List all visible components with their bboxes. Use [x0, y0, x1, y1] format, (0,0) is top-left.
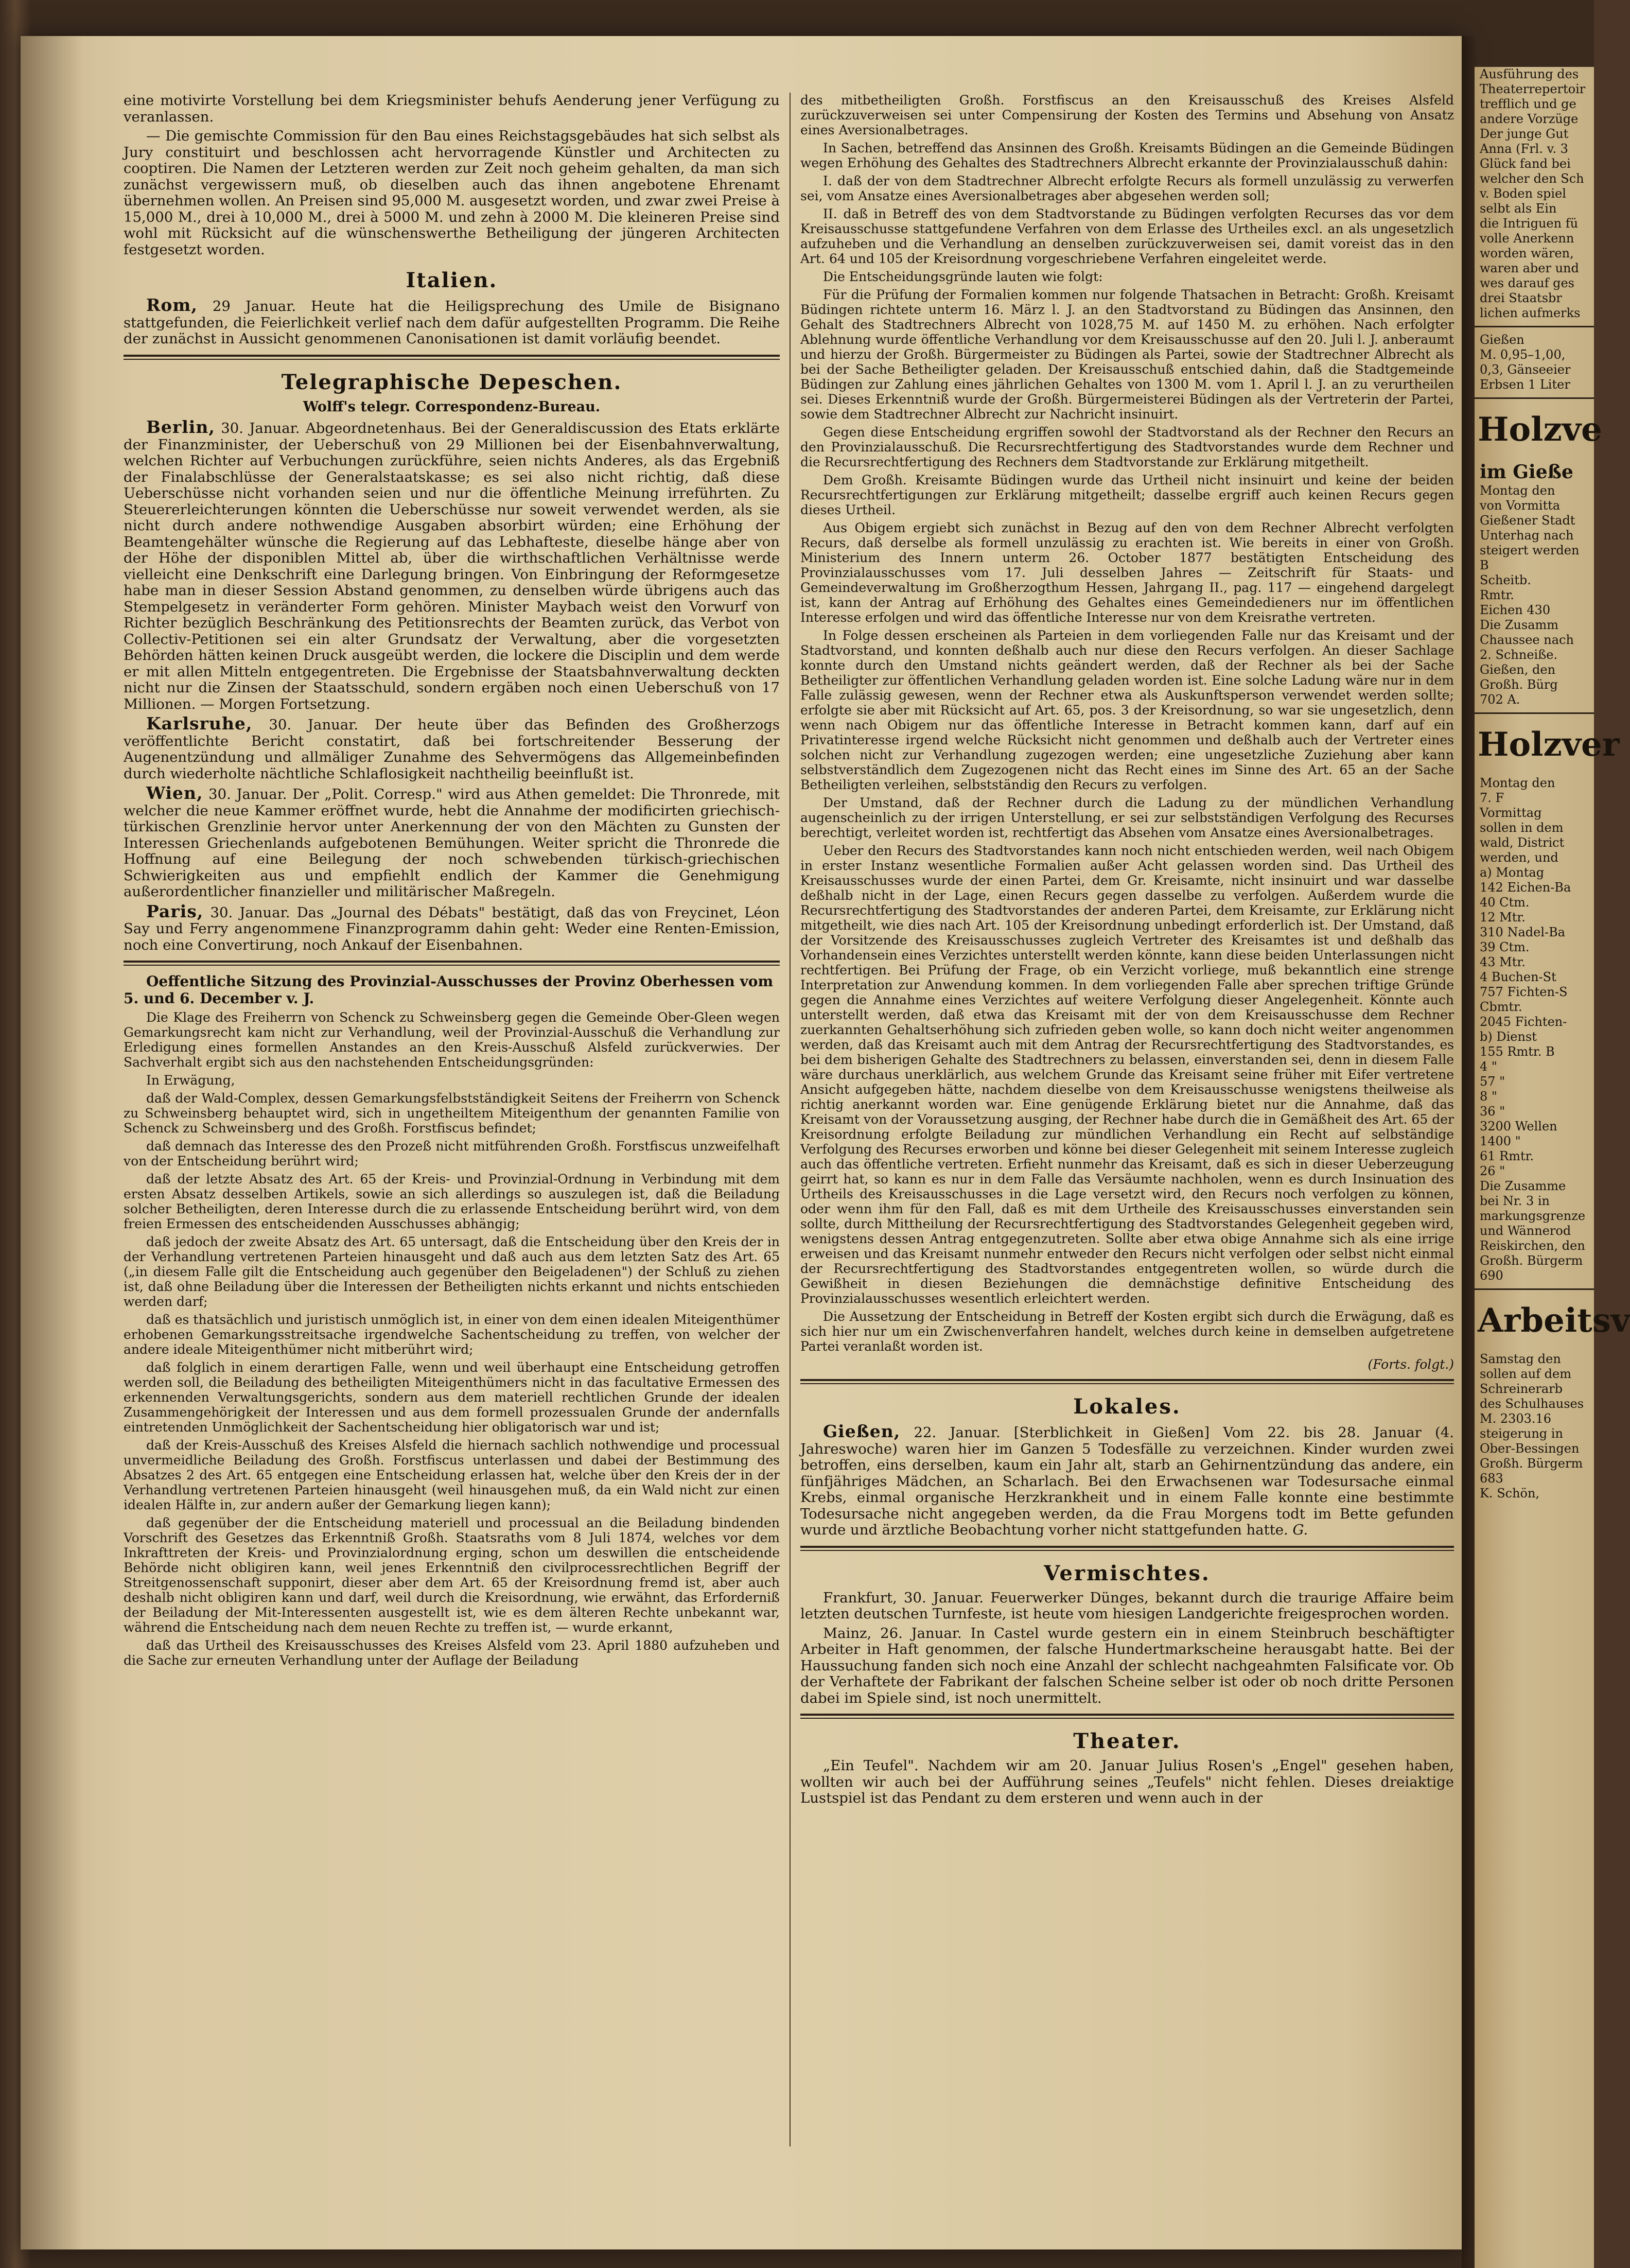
adjacent-line: Erbsen 1 Liter	[1480, 377, 1570, 392]
section-rule	[124, 961, 780, 966]
adjacent-line: volle Anerkenn	[1480, 231, 1574, 246]
report-title: Oeffentliche Sitzung des Provinzial-Ausschusses der Provinz Oberhessen vom 5. und 6. December v. J.	[124, 973, 774, 1007]
adjacent-line: Anna (Frl. v. 3	[1480, 142, 1568, 156]
adjacent-line: K. Schön,	[1480, 1486, 1540, 1501]
adjacent-line: v. Boden spiel	[1480, 186, 1566, 201]
news-item-mainz: Mainz, 26. Januar. In Castel wurde gestern ein in einem Steinbruch beschäftigter Arbeiter in Haft genommen, der falsche Hundertmarkscheine herausgabt hatte. Bei der Haussuchung fanden sich noch eine Anzahl der schlecht nachgeahmten Falsificate vor. Ob der Verhaftete der Fabrikant der falschen Scheine selber ist oder ob noch dritte Personen dabei im Spiele sind, ist noch unermittelt.	[800, 1625, 1454, 1706]
adjacent-line: Ober-Bessingen	[1480, 1441, 1580, 1456]
adjacent-line: sollen auf dem	[1480, 1367, 1572, 1381]
adjacent-line: Großh. Bürg	[1480, 677, 1558, 692]
adjacent-line: Ausführung des	[1480, 67, 1579, 81]
adjacent-line: Großh. Bürgerm	[1480, 1456, 1583, 1471]
report-paragraph: daß der Wald-Complex, dessen Gemarkungsfelbstständigkeit Seitens der Freiherrn von Schenck zu Schweinsberg behauptet wird, sich in ungetheiltem Miteigenthum der genannten Familie von Schenck zu Schweinsberg und des Großh. Forstfiscus befindet;	[124, 1091, 780, 1136]
adjacent-line: Theaterrepertoir	[1480, 82, 1586, 96]
adjacent-line: Die Zusamm	[1480, 618, 1559, 632]
adjacent-line: 757 Fichten-S	[1480, 985, 1568, 999]
news-item-wien	[124, 785, 780, 900]
news-text: 30. Januar. Der „Polit. Corresp." wird aus Athen gemeldet: Die Thronrede, mit welcher die neue Kammer eröffnet wurde, hebt die Annahme der modificirten griechisch-türkischen Grenzlinie hervor unter Anerkennung der von den Mächten zu Gunsten der Interessen Griechenlands aufgebotenen Bemühungen. Weiter spricht die Thronrede die Hoffnung auf eine Beilegung der noch schwebenden türkisch-griechischen Schwierigkeiten aus und empfiehlt endlich der Kammer die Genehmigung außerordentlicher finanzieller und militärischer Maßregeln.	[124, 786, 780, 900]
adjacent-line: lichen aufmerks	[1480, 306, 1581, 320]
report-paragraph: Die Klage des Freiherrn von Schenck zu Schweinsberg gegen die Gemeinde Ober-Gleen wegen Gemarkungsrecht kam nicht zur Verhandlung, weil der Provinzial-Ausschuß die Verhandlung zur Erledigung eines formellen Anstandes an den Kreis-Ausschuß Alsfeld zurückverwies. Der Sachverhalt ergibt sich aus den nachstehenden Entscheidungsgründen:	[124, 1010, 780, 1070]
adjacent-line: M. 0,95–1,00,	[1480, 347, 1566, 362]
adjacent-ad-heading: Holzver	[1478, 725, 1620, 764]
adjacent-line: M. 2303.16	[1480, 1411, 1552, 1426]
section-heading-lokales: Lokales.	[1073, 1394, 1181, 1419]
adjacent-line: Die Zusamme	[1480, 1179, 1566, 1193]
adjacent-line: 690	[1480, 1268, 1503, 1283]
adjacent-line: 40 Ctm.	[1480, 895, 1530, 910]
adjacent-line: Unterhag nach	[1480, 528, 1574, 543]
adjacent-line: Scheitb.	[1480, 573, 1531, 587]
dateline: Paris,	[146, 901, 204, 921]
adjacent-line: steigert werden	[1480, 543, 1580, 557]
adjacent-line: Samstag den	[1480, 1352, 1561, 1366]
report-paragraph: daß das Urtheil des Kreisausschusses des Kreises Alsfeld vom 23. April 1880 aufzuheben und die Sache zur erneuten Verhandlung unter der Auflage der Beiladung	[124, 1638, 780, 1668]
report-paragraph: Aus Obigem ergiebt sich zunächst in Bezug auf den von dem Rechner Albrecht verfolgten Recurs, daß derselbe als formell unzulässig zu erachten ist. Wie bereits in einer von Großh. Ministerium des Innern unterm 26. October 1877 bestätigten Entscheidung des Provinzialausschusses vom 17. Juli desselben Jahres — Zeitschrift für Staats- und Gemeindeverwaltung im Großherzogthum Hessen, Jahrgang II., pag. 117 — eingehend dargelegt ist, kann der Antrag auf Erhöhung des Gehaltes eines Gemeindedieners nur im öffentlichen Interesse erfolgen und wird das öffentliche Interesse nur von dem Kreisrathe vertreten.	[800, 520, 1454, 625]
adjacent-line: Gießen, den	[1480, 662, 1556, 677]
news-item-rom	[124, 297, 780, 347]
section-rule	[124, 355, 780, 360]
adjacent-line: 8 "	[1480, 1089, 1497, 1104]
report-paragraph: daß der letzte Absatz des Art. 65 der Kreis- und Provinzial-Ordnung in Verbindung mit dem ersten Absatz desselben Artikels, sowie an sich allerdings so auszulegen ist, daß die Beiladung solcher Betheiligten, deren Interesse durch die zu erlassende Entscheidung berührt wird, von dem freien Ermessen des entscheidenden Ausschusses abhängig;	[124, 1172, 780, 1231]
adjacent-line: des Schulhauses	[1480, 1397, 1584, 1411]
section-heading-telegraph: Telegraphische Depeschen.	[281, 370, 622, 394]
dateline: Rom,	[146, 295, 198, 315]
adjacent-line: Cbmtr.	[1480, 1000, 1522, 1014]
section-rule	[800, 1714, 1454, 1719]
adjacent-line: die Intriguen fü	[1480, 216, 1579, 231]
adjacent-rule	[1475, 397, 1594, 399]
adjacent-line: 57 "	[1480, 1074, 1505, 1089]
adjacent-line: 2045 Fichten-	[1480, 1015, 1567, 1029]
adjacent-line: Schreinerarb	[1480, 1382, 1563, 1396]
adjacent-line: von Vormitta	[1480, 498, 1561, 513]
adjacent-line: 4 "	[1480, 1059, 1497, 1074]
report-continued	[800, 93, 1454, 1372]
adjacent-line: wald, District	[1480, 835, 1565, 850]
adjacent-line: werden, und	[1480, 850, 1558, 865]
adjacent-line: und Wännerod	[1480, 1224, 1571, 1238]
report-paragraph: des mitbetheiligten Großh. Forstfiscus an den Kreisausschuß des Kreises Alsfeld zurückzuverweisen sei unter Compensirung der Kosten des Termins und Absehung von Ansatz eines Aversionalbetrages.	[800, 93, 1454, 137]
adjacent-line: 26 "	[1480, 1164, 1505, 1178]
adjacent-line: 683	[1480, 1471, 1503, 1486]
news-item-giessen	[800, 1423, 1454, 1539]
news-text: 29 Januar. Heute hat die Heiligsprechung des Umile de Bisignano stattgefunden, die Feierlichkeit verlief nach dem dafür aufgestellten Programm. Die Reihe der zunächst in Aussicht genommenen Canonisationen ist damit vorläufig beendet.	[124, 298, 780, 347]
adjacent-line: 36 "	[1480, 1104, 1505, 1119]
dateline: Berlin,	[146, 417, 215, 437]
adjacent-line: Gießen	[1480, 333, 1524, 347]
report-paragraph: II. daß in Betreff des von dem Stadtvorstande zu Büdingen verfolgten Recurses das vor dem Kreisausschusse stattgefundene Verfahren von dem Erlasse des Urtheiles excl. an als ungesetzlich aufzuheben und die Verhandlung an denselben zurückzuverweisen sei, damit voreist das in den Art. 64 und 105 der Kreisordnung vorgeschriebene Verfahren eingeleitet werde.	[800, 206, 1454, 266]
report-paragraph: daß demnach das Interesse des den Prozeß nicht mitführenden Großh. Forstfiscus unzweifelhaft von der Entscheidung berührt wird;	[124, 1139, 780, 1168]
adjacent-line: steigerung in	[1480, 1426, 1563, 1441]
adjacent-line: b) Dienst	[1480, 1030, 1537, 1044]
adjacent-line: Rmtr.	[1480, 588, 1514, 602]
report-body	[124, 1010, 780, 1668]
adjacent-ad-heading: Holzve	[1478, 410, 1602, 449]
adjacent-line: Der junge Gut	[1480, 127, 1569, 141]
adjacent-line: waren aber und	[1480, 261, 1579, 275]
adjacent-line: Reiskirchen, den	[1480, 1238, 1585, 1253]
adjacent-line: Vormittag	[1480, 806, 1542, 820]
adjacent-line: 142 Eichen-Ba	[1480, 880, 1571, 895]
adjacent-line: 0,3, Gänseeier	[1480, 362, 1571, 377]
adjacent-ad-heading: Arbeitsv	[1478, 1301, 1630, 1340]
news-text: 22. Januar. [Sterblichkeit in Gießen] Vom 22. bis 28. Januar (4. Jahreswoche) waren hier im Ganzen 5 Todesfälle zu verzeichnen. Kinder wurden zwei betroffen, eins derselben, kaum ein Jahr alt, starb an Gehirnentzündung das andere, ein fünfjähriges Mädchen, an Scharlach. Bei den Erwachsenen war Todesursache einmal Krebs, einmal organische Herzkrankheit und in einem Falle konnte eine bestimmte Todesursache nicht angegeben werden, da die Frau Morgens todt im Bette gefunden wurde und ärztliche Beobachtung vorher nicht stattgefunden hatte.	[800, 1424, 1454, 1538]
report-paragraph: In Sachen, betreffend das Ansinnen des Großh. Kreisamts Büdingen an die Gemeinde Büdingen wegen Erhöhung des Gehaltes des Stadtrechners Albrecht erkannte der Provinzialausschuß dahin:	[800, 141, 1454, 170]
report-paragraph: I. daß der von dem Stadtrechner Albrecht erfolgte Recurs als formell unzulässig zu verwerfen sei, vom Ansatze eines Aversionalbetrages aber abgesehen werden soll;	[800, 173, 1454, 203]
report-paragraph: Der Umstand, daß der Rechner durch die Ladung zu der mündlichen Verhandlung augenscheinlich zu der irrigen Unterstellung, er sei zur selbstständigen Verfolgung des Recurses berechtigt, verleitet worden ist, rechtfertigt das Absehen vom Ansatze eines Aversionalbetrages.	[800, 795, 1454, 840]
adjacent-line: 702 A.	[1480, 692, 1520, 707]
adjacent-line: 3200 Wellen	[1480, 1119, 1557, 1133]
adjacent-text-block	[1475, 67, 1594, 321]
report-paragraph: Ueber den Recurs des Stadtvorstandes kann noch nicht entschieden werden, weil nach Obigem in erster Instanz wesentliche Formalien außer Acht gelassen worden sind. Das Urtheil des Kreisausschusses wurde der einen Partei, dem Gr. Kreisamte, nicht insinuirt und war dasselbe deßhalb nicht in der Lage, einen Recurs gegen dasselbe zu verfolgen. Außerdem wurde die Recursrechtfertigung des Stadtvorstandes der anderen Partei, dem Kreisamte, zur Erklärung nicht mitgetheilt, wie dies nach Art. 105 der Kreisordnung unbedingt erforderlich ist. Der Umstand, daß der Vorsitzende des Kreisausschusses zugleich Vertreter des Kreisamtes ist und deßhalb das Vorhandensein eines Verzichtes unterstellt werden könnte, kann diese beiden Unterlassungen nicht rechtfertigen. Bei Prüfung der Frage, ob ein Verzicht vorliege, muß bekanntlich eine strenge Interpretation zur Anwendung kommen. In dem vorliegenden Falle aber sprechen triftige Gründe gegen die Annahme eines Verzichtes auf weitere Verfolgung dieser Angelegenheit. Könnte auch unterstellt werden, daß etwa das Kreisamt mit der von dem Kreisausschusse dem Rechner zuerkannten Gehaltserhöhung sich zufrieden geben wolle, so kann doch nicht weiter angenommen werden, daß das Kreisamt auch mit dem Antrag der Recursrechtfertigung des Stadtvorstandes, es bei dem bisherigen Gehalte des Stadtrechners zu belassen, einverstanden sei, denn in diesem Falle wäre durchaus unerklärlich, aus welchem Grunde das Kreisamt seine früher mit Eifer vertretene Ansicht aufgegeben hätte, nachdem dieselbe von dem Kreisausschusse wenigstens theilweise als richtig anerkannt worden war. Eine genügende Erklärung bietet nur die Annahme, daß das Kreisamt von der Voraussetzung ausging, der Rechner habe durch die in Gemäßheit des Art. 65 der Kreisordnung erfolgte Beiladung zur mündlichen Verhandlung ein Recht auf selbständige Verfolgung des Recurses erworben und könne bei dieser Gelegenheit mit seinem Interesse zugleich auch das öffentliche vertreten. Erfieht nunmehr das Kreisamt, daß es sich in dieser Ueberzeugung geirrt hat, so kann es nur in dem Falle das Versäumte nachholen, wenn es durch Insinuation des Urtheils des Kreisausschusses in die Lage versetzt wird, den Recurs noch verfolgen zu können, oder wenn ihm für den Fall, daß es mit dem Urtheile des Kreisausschusses einverstanden sein sollte, durch Mittheilung der Recursrechtfertigung des Stadtvorstandes Gelegenheit gegeben wird, wenigstens dessen Antrag entgegenzutreten. Sollte aber etwa obige Annahme sich als eine irrige erweisen und das Kreisamt nunmehr entweder den Recurs nicht verfolgen oder selbst nicht einmal der Recursrechtfertigung des Stadtvorstandes entgegentreten wollen, so würde durch die Gewißheit in diesen Beziehungen die demnächstige definitive Entscheidung des Provinzialausschusses wesentlich erleichtert werden.	[800, 843, 1454, 1306]
adjacent-line: 12 Mtr.	[1480, 910, 1526, 924]
column-right	[800, 93, 1454, 1810]
adjacent-line: Montag den	[1480, 483, 1555, 498]
adjacent-line: 2. Schneiße.	[1480, 648, 1558, 662]
adjacent-line: 310 Nadel-Ba	[1480, 925, 1566, 939]
report-paragraph: daß es thatsächlich und juristisch unmöglich ist, in einer von dem einen idealen Miteigenthümer erhobenen Gemarkungsstreitsache irgendwelche Sachentscheidung zu treffen, von welcher der andere ideale Miteigenthümer nicht mitberührt wird;	[124, 1312, 780, 1357]
dateline: Karlsruhe,	[146, 713, 253, 734]
adjacent-line: Gießener Stadt	[1480, 513, 1575, 528]
report-paragraph: Dem Großh. Kreisamte Büdingen wurde das Urtheil nicht insinuirt und keine der beiden Recursrechtfertigungen zur Erklärung mitgetheilt; dasselbe ergriff auch keinen Recurs gegen dieses Urtheil.	[800, 473, 1454, 517]
adjacent-page-strip	[1475, 67, 1630, 2268]
section-rule	[800, 1546, 1454, 1551]
intro-paragraph: — Die gemischte Commission für den Bau eines Reichstagsgebäudes hat sich selbst als Jury constituirt und beschlossen acht hervorragende Künstler und Architecten zu cooptiren. Die Namen der Letzteren werden zur Zeit noch geheim gehalten, da man sich zunächst vergewissern muß, ob dieselben auch das ihnen angebotene Ehrenamt übernehmen wollen. An Preisen sind 95,000 M. ausgesetzt worden, und zwar zwei Preise à 15,000 M., drei à 10,000 M., drei à 5000 M. und zehn à 2000 M. Die kleineren Preise sind wohl mit Rücksicht auf die wünschenswerthe Betheiligung der jüngeren Architecten festgesetzt worden.	[124, 128, 780, 258]
adjacent-line: drei Staatsbr	[1480, 291, 1562, 305]
adjacent-line: 61 Rmtr.	[1480, 1149, 1534, 1163]
adjacent-line: Montag den	[1480, 776, 1555, 790]
adjacent-line: 43 Mtr.	[1480, 955, 1526, 969]
news-item-frankfurt: Frankfurt, 30. Januar. Feuerwerker Dünges, bekannt durch die traurige Affaire beim letzten deutschen Turnfeste, ist heute vom hiesigen Landgerichte freigesprochen worden.	[800, 1589, 1454, 1622]
dateline: Gießen,	[823, 1421, 901, 1441]
adjacent-line: welcher den Sch	[1480, 171, 1584, 186]
adjacent-line: selbt als Ein	[1480, 201, 1557, 216]
section-rule	[800, 1379, 1454, 1384]
news-item-karlsruhe	[124, 713, 780, 782]
author-initial: G.	[1292, 1522, 1308, 1538]
adjacent-line: andere Vorzüge	[1480, 112, 1579, 126]
adjacent-line: Eichen 430	[1480, 603, 1551, 617]
adjacent-line: Glück fand bei	[1480, 156, 1571, 171]
news-text: 30. Januar. Der heute über das Befinden des Großherzogs veröffentlichte Bericht constatirt, daß bei fortschreitender Besserung der Augenentzündung und allmäliger Zunahme des Sehvermögens das Allgemeinbefinden durch wiederholte nächtliche Schlaflosigkeit nachtheilig beeinflußt ist.	[124, 717, 780, 782]
news-item-berlin	[124, 419, 780, 712]
adjacent-rule	[1475, 1288, 1594, 1290]
section-heading-vermischtes: Vermischtes.	[1044, 1561, 1211, 1585]
adjacent-line: 1400 "	[1480, 1134, 1521, 1148]
column-divider	[790, 93, 791, 2147]
adjacent-rule	[1475, 712, 1594, 714]
newspaper-page	[21, 36, 1462, 2249]
news-text: 30. Januar. Abgeordnetenhaus. Bei der Generaldiscussion des Etats erklärte der Finanzminister, der Ueberschuß von 29 Millionen bei der Eisenbahnverwaltung, welchen Richter auf Verbuchungen zurückführe, seien nichts Anderes, als das Ergebniß der Finalabschlüsse der Generalstaatskasse; es sei also nicht richtig, daß diese Ueberschüsse nicht vorhanden seien und nur die öffentliche Meinung irreführten. Zu Steuererleichterungen könnten die Ueberschüsse nur soweit verwendet werden, als sie nicht durch andere nothwendige Ausgaben absorbirt würden; eine Erhöhung der Beamtengehälter wünsche die Regierung auf das Lebhafteste, dieselbe hänge aber von der Höhe der disponiblen Mittel ab, über die wirthschaftlichen Verhältnisse werde vielleicht eine Denkschrift eine Darlegung bringen. Von Einbringung der Reformgesetze habe man in dieser Session Abstand genommen, zu denselben würde übrigens auch das Stempelgesetz in veränderter Form gehören. Minister Maybach weist den Vorwurf von Richter bezüglich Beschränkung des Petitionsrechts der Beamten zurück, das Verbot von Collectiv-Petitionen sei ein alter Grundsatz der Verwaltung, aber die vorgesetzten Behörden hätten keinen Druck ausgeübt werden, die lockere die Disciplin und dem werde er mit allen Mitteln entgegentreten. Die Ergebnisse der Staatsbahnverwaltung deckten nicht nur die Zinsen der Staatsschuld, sondern ergäben noch einen Ueberschuß von 17 Millionen. — Morgen Fortsetzung.	[124, 420, 780, 712]
intro-paragraph: eine motivirte Vorstellung bei dem Kriegsminister behufs Aenderung jener Verfügung zu veranlassen.	[124, 92, 780, 125]
adjacent-line: 39 Ctm.	[1480, 940, 1530, 954]
adjacent-line: B	[1480, 558, 1489, 572]
section-heading-theater: Theater.	[1073, 1729, 1181, 1753]
adjacent-line: 155 Rmtr. B	[1480, 1044, 1555, 1059]
report-paragraph: Gegen diese Entscheidung ergriffen sowohl der Stadtvorstand als der Rechner den Recurs an den Provinzialausschuß. Die Recursrechtfertigung des Stadtvorstandes wurde dem Rechner und die Recursrechtfertigung des Rechners dem Stadtvorstande zur Erklärung mitgetheilt.	[800, 425, 1454, 469]
section-subheading: Wolff's telegr. Correspondenz-Bureau.	[303, 398, 601, 415]
news-text: 30. Januar. Das „Journal des Débats" bestätigt, daß das von Freycinet, Léon Say und Ferry angenommene Finanzprogramm dahin geht: Weder eine Renten-Emission, noch eine Convertirung, noch Ankauf der Eisenbahnen.	[124, 904, 780, 953]
report-paragraph: Für die Prüfung der Formalien kommen nur folgende Thatsachen in Betracht: Großh. Kreisamt Büdingen richtete unterm 16. März l. J. an den Stadtvorstand zu Büdingen das Ansinnen, den Gehalt des Stadtrechners Albrecht von 1028,75 M. auf 1450 M. zu erhöhen. Nach erfolgter Ablehnung wurde öffentliche Verhandlung vor dem Kreisausschusse auf den 20. Juli l. J. anberaumt und hierzu der Großh. Bürgermeister zu Büdingen als Partei, sowie der Stadtrechner Albrecht als bei der Sache Betheiligter geladen. Der Kreisausschuß entschied dahin, daß die Stadtgemeinde Büdingen zur Zahlung eines jährlichen Gehaltes von 1300 M. vom 1. April l. J. an zu verurtheilen sei. Dieses Erkenntniß wurde der Großh. Bürgermeisterei Büdingen als der Vertreterin der Partei, sowie dem Stadtrechner Albrecht zur Nachricht insinuirt.	[800, 287, 1454, 422]
adjacent-line: bei Nr. 3 in	[1480, 1194, 1550, 1208]
column-left	[124, 93, 780, 1671]
section-heading-italien: Italien.	[406, 268, 498, 292]
adjacent-line: Chaussee nach	[1480, 633, 1574, 647]
adjacent-line: trefflich und ge	[1480, 97, 1576, 111]
news-item-paris	[124, 903, 780, 954]
report-paragraph: In Folge dessen erscheinen als Parteien in dem vorliegenden Falle nur das Kreisamt und der Stadtvorstand, und konnten deßhalb auch nur diese den Recurs verfolgen. An dieser Sachlage konnte durch den Umstand nichts geändert werden, daß der Rechner als bei der Sache Betheiligter zur öffentlichen Verhandlung geladen worden ist. Eine solche Ladung wäre nur in dem Falle zulässig gewesen, wenn der Rechner etwa als Auskunftsperson verwendet werden sollte; erfolgte sie aber mit Rücksicht auf Art. 65, pos. 3 der Kreisordnung, so war sie ungesetzlich, denn wenn nach Obigem nur das öffentliche Interesse in Betracht kommen kann, darf auf ein Privatinteresse irgend welche Rücksicht nicht genommen und deßhalb auch der Vertreter eines solchen nicht zur Verhandlung zugezogen werden; eine ungesetzliche Zuziehung aber kann selbstverständlich dem Zugezogenen nicht das Recht eines im Sinne des Art. 65 an der Sache Betheiligten verleihen, selbstständig den Recurs zu verfolgen.	[800, 628, 1454, 792]
report-paragraph: In Erwägung,	[146, 1073, 235, 1088]
adjacent-line: Großh. Bürgerm	[1480, 1253, 1583, 1268]
adjacent-line: wes darauf ges	[1480, 276, 1574, 290]
report-paragraph: daß jedoch der zweite Absatz des Art. 65 untersagt, daß die Entscheidung über den Kreis der in der Verhandlung vertretenen Parteien hinausgeht und daß auch aus dem letzten Satz des Art. 65 („in diesem Falle gilt die Entscheidung auch gegenüber den Beigeladenen") der Schluß zu ziehen ist, daß ohne Beiladung über die Interessen der Betheiligten nichts erkannt und nichts entschieden werden darf;	[124, 1234, 780, 1309]
report-paragraph: daß gegenüber der die Entscheidung materiell und processual an die Beiladung bindenden Vorschrift des Gesetzes das Erkenntniß Großh. Staatsraths vom 8 Juli 1874, welches vor dem Inkrafttreten der Kreis- und Provinzialordnung erging, schon um deswillen die entscheidende Behörde nicht obligiren kann, weil jenes Erkenntniß den civilprocessrechtlichen Begriff der Streitgenossenschaft supponirt, dieser aber dem Art. 65 der Kreisordnung fremd ist, aber auch deshalb nicht obligiren kann und darf, weil durch die Kreisordnung, wie erwähnt, das Erforderniß der Beiladung der Mit-Interessenten ausgestellt ist, wie es dem älteren Rechte unbekannt war, während die Entscheidung nach dem neuen Rechte zu treffen ist, — wurde erkannt,	[124, 1515, 780, 1635]
adjacent-rule	[1475, 326, 1594, 327]
page-binding-shadow	[21, 36, 82, 2249]
report-paragraph: daß folglich in einem derartigen Falle, wenn und weil überhaupt eine Entscheidung getroffen werden soll, die Beiladung des betheiligten Miteigenthümers nicht in das facultative Ermessen des erkennenden Verwaltungsgerichts, sondern aus dem materiell rechtlichen Grunde der idealen Zusammengehörigkeit der Interessen und aus dem formell prozessualen Grunde der andernfalls eintretenden Unmöglichkeit der Sachentscheidung hier obligatorisch war und ist;	[124, 1360, 780, 1435]
adjacent-ad-subheading: im Gieße	[1480, 461, 1573, 483]
adjacent-line: 4 Buchen-St	[1480, 970, 1556, 984]
adjacent-line: sollen in dem	[1480, 821, 1564, 835]
theater-review: „Ein Teufel". Nachdem wir am 20. Januar Julius Rosen's „Engel" gesehen haben, wollten wir auch bei der Aufführung seines „Teufels" nicht fehlen. Dieses dreiaktige Lustspiel ist das Pendant zu dem ersteren und wenn auch in der	[800, 1757, 1454, 1806]
adjacent-line: a) Montag	[1480, 865, 1545, 880]
report-paragraph: daß der Kreis-Ausschuß des Kreises Alsfeld die hiernach sachlich nothwendige und processual unvermeidliche Beiladung des Großh. Forstfiscus unterlassen und dabei der Bestimmung des Absatzes 2 des Art. 65 entgegen eine Entscheidung erlassen hat, welche über den Kreis der in der Verhandlung vertretenen Parteien hinausgeht (weil hinausgehen muß, da ein Wald nicht zur einen idealen Hälfte in, zur andern außer der Gemarkung liegen kann);	[124, 1438, 780, 1512]
adjacent-line: markungsgrenze	[1480, 1209, 1586, 1223]
report-paragraph: Die Aussetzung der Entscheidung in Betreff der Kosten ergibt sich durch die Erwägung, daß es sich hier nur um ein Zwischenverfahren handelt, welches durch keine in demselben aufgetretene Partei veranlaßt worden ist.	[800, 1309, 1454, 1354]
report-paragraph: Die Entscheidungsgründe lauten wie folgt:	[823, 269, 1103, 284]
adjacent-line: worden wären,	[1480, 246, 1574, 260]
continuation-note: (Forts. folgt.)	[1368, 1357, 1454, 1372]
dateline: Wien,	[146, 783, 203, 803]
adjacent-line: 7. F	[1480, 791, 1504, 805]
